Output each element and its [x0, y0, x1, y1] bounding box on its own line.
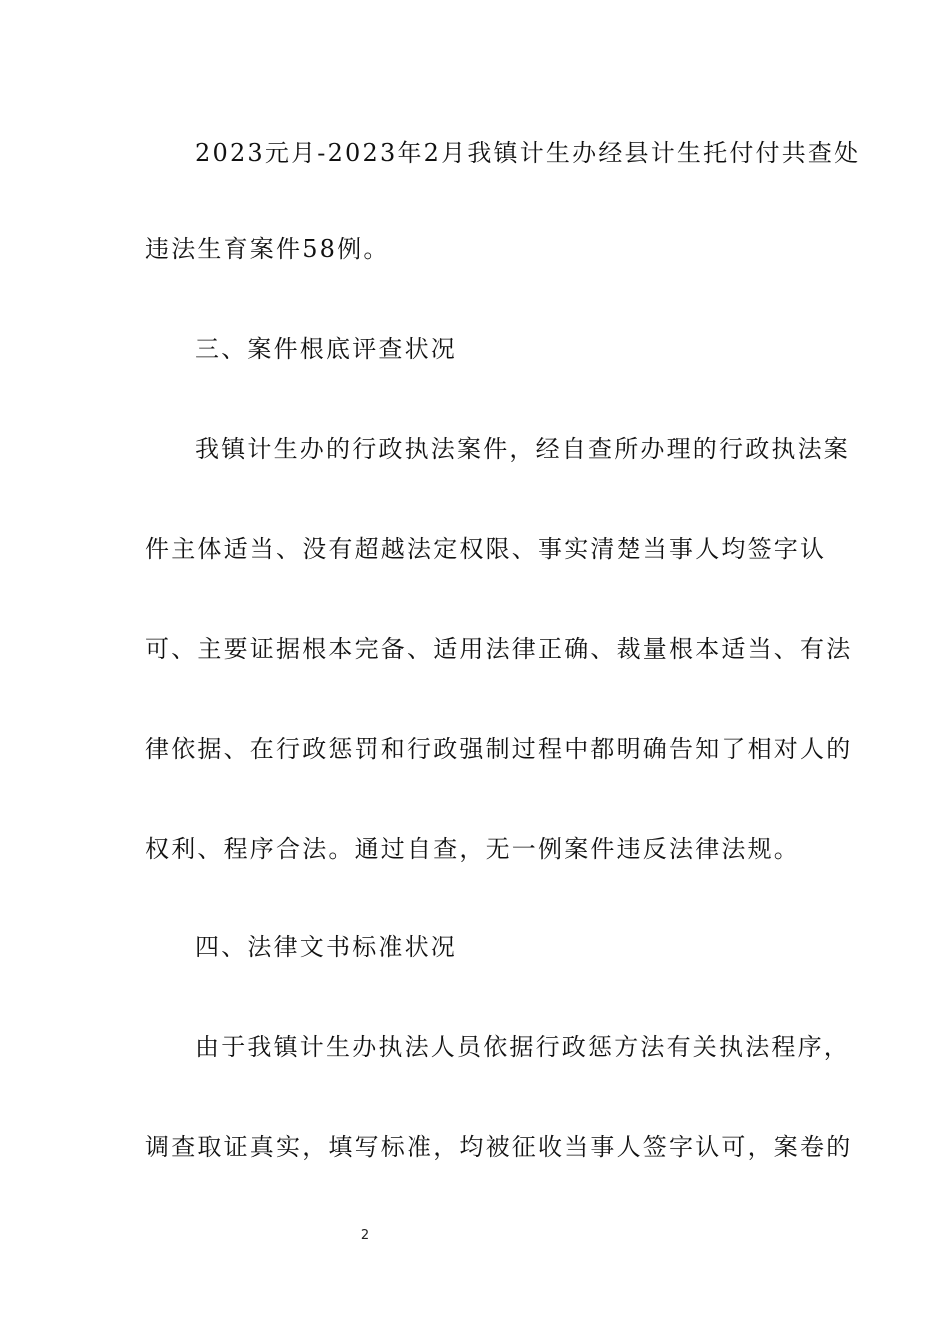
section-heading-4: 四、法律文书标准状况	[195, 933, 457, 961]
paragraph-line-7: 律依据、在行政惩罚和行政强制过程中都明确告知了相对人的	[145, 735, 853, 763]
paragraph-line-10: 由于我镇计生办执法人员依据行政惩方法有关执法程序，	[195, 1033, 850, 1061]
paragraph-line-4: 我镇计生办的行政执法案件，经自查所办理的行政执法案	[195, 435, 850, 463]
paragraph-line-5: 件主体适当、没有超越法定权限、事实清楚当事人均签字认	[145, 535, 827, 563]
paragraph-line-6: 可、主要证据根本完备、适用法律正确、裁量根本适当、有法	[145, 635, 853, 663]
page-number: 2	[360, 1228, 370, 1243]
paragraph-line-2: 违法生育案件58例。	[145, 235, 390, 263]
paragraph-line-1: 2023元月-2023年2月我镇计生办经县计生托付付共查处	[195, 139, 861, 167]
section-heading-3: 三、案件根底评查状况	[195, 335, 457, 363]
paragraph-line-8: 权利、程序合法。通过自查，无一例案件违反法律法规。	[145, 835, 800, 863]
paragraph-line-11: 调查取证真实，填写标准，均被征收当事人签字认可，案卷的	[145, 1133, 853, 1161]
